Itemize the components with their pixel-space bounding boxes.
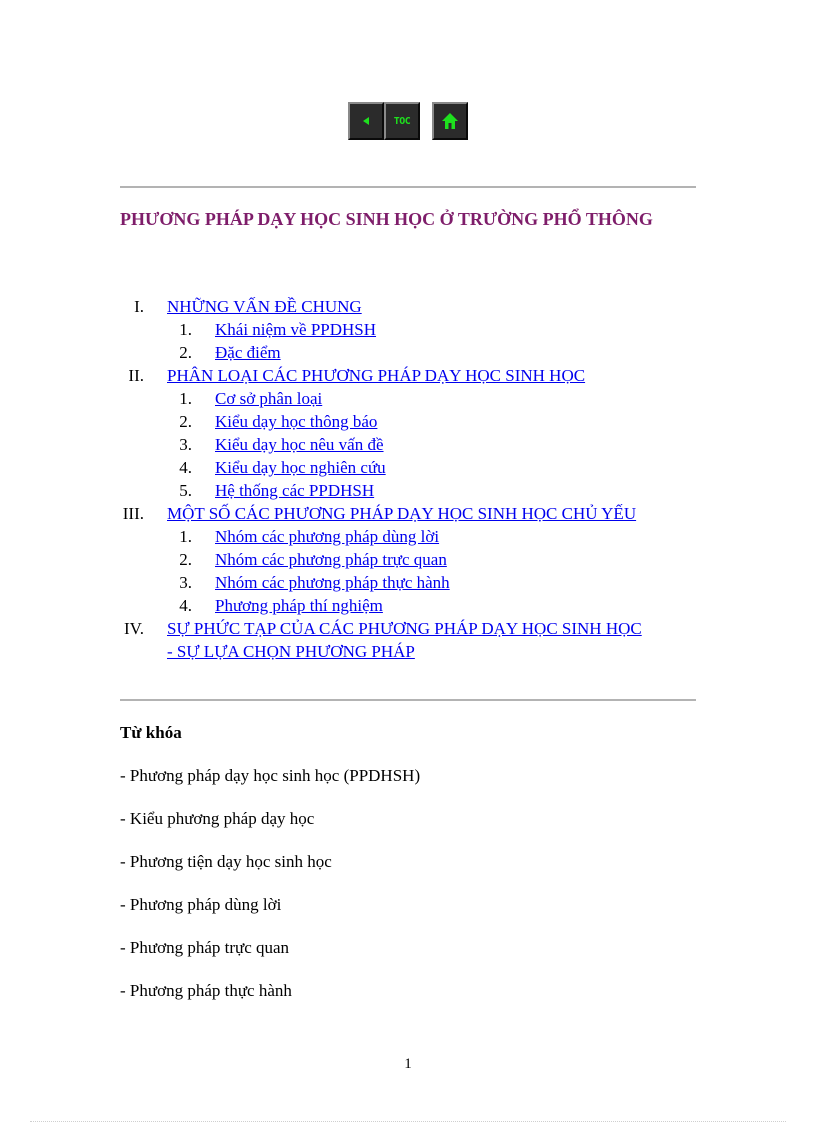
section-link[interactable]: MỘT SỐ CÁC PHƯƠNG PHÁP DẠY HỌC SINH HỌC CHỦ YẾU [167, 504, 637, 523]
item-link[interactable]: Kiểu dạy học thông báo [215, 412, 378, 431]
item-number: 3. [179, 435, 192, 454]
toc-section-2 [0, 364, 816, 387]
item-link[interactable]: Hệ thống các PPDHSH [215, 481, 375, 500]
toc-section-4-continued [0, 640, 816, 663]
keyword-item: - Kiểu phương pháp dạy học [120, 809, 315, 828]
item-number: 2. [179, 343, 192, 362]
item-number: 1. [179, 389, 192, 408]
toc-item [0, 571, 816, 594]
toc-item [0, 456, 816, 479]
item-link[interactable]: Kiểu dạy học nghiên cứu [215, 458, 386, 477]
section-number: III. [122, 504, 144, 523]
divider-top [120, 186, 696, 188]
home-icon [441, 112, 459, 130]
item-number: 5. [179, 481, 192, 500]
item-number: 2. [179, 550, 192, 569]
item-number: 4. [179, 596, 192, 615]
item-link[interactable]: Khái niệm về PPDHSH [215, 320, 377, 339]
item-number: 3. [179, 573, 192, 592]
section-link[interactable]: NHỮNG VẤN ĐỀ CHUNG [167, 297, 362, 316]
prev-button[interactable] [348, 102, 384, 140]
keyword-item: - Phương pháp dạy học sinh học (PPDHSH) [120, 766, 421, 785]
toc-section-1 [0, 295, 816, 318]
item-link[interactable]: Nhóm các phương pháp dùng lời [215, 527, 440, 546]
toc-item [0, 594, 816, 617]
item-number: 2. [179, 412, 192, 431]
item-number: 1. [179, 527, 192, 546]
table-of-contents [0, 295, 816, 663]
toc-item [0, 341, 816, 364]
keyword-item: - Phương tiện dạy học sinh học [120, 852, 332, 871]
nav-bar [348, 102, 468, 140]
toc-item [0, 433, 816, 456]
keyword-item: - Phương pháp trực quan [120, 938, 290, 957]
item-number: 1. [179, 320, 192, 339]
home-button[interactable] [432, 102, 468, 140]
section-link-continued[interactable]: - SỰ LỰA CHỌN PHƯƠNG PHÁP [167, 642, 415, 661]
keywords-heading: Từ khóa [120, 723, 182, 742]
toc-item [0, 479, 816, 502]
keyword-item: - Phương pháp dùng lời [120, 895, 282, 914]
divider-bottom [120, 699, 696, 701]
page-bottom-border [30, 1121, 786, 1122]
item-link[interactable]: Kiểu dạy học nêu vấn đề [215, 435, 384, 454]
item-link[interactable]: Cơ sở phân loại [215, 389, 323, 408]
item-link[interactable]: Phương pháp thí nghiệm [215, 596, 383, 615]
page-title: PHƯƠNG PHÁP DẠY HỌC SINH HỌC Ở TRƯỜNG PHỔ THÔNG [120, 209, 653, 229]
toc-item [0, 387, 816, 410]
item-link[interactable]: Nhóm các phương pháp thực hành [215, 573, 450, 592]
toc-item [0, 410, 816, 433]
toc-section-4 [0, 617, 816, 640]
toc-button[interactable] [384, 102, 420, 140]
toc-item [0, 318, 816, 341]
keyword-item: - Phương pháp thực hành [120, 981, 292, 1000]
section-number: I. [134, 297, 144, 316]
toc-item [0, 525, 816, 548]
triangle-left-icon [363, 117, 369, 125]
item-link[interactable]: Nhóm các phương pháp trực quan [215, 550, 447, 569]
item-link[interactable]: Đặc điểm [215, 343, 281, 362]
page-number: 1 [404, 1056, 412, 1072]
toc-label: TOC [393, 115, 411, 127]
toc-item [0, 548, 816, 571]
section-link[interactable]: SỰ PHỨC TẠP CỦA CÁC PHƯƠNG PHÁP DẠY HỌC SINH HỌC [167, 619, 642, 638]
section-link[interactable]: PHÂN LOẠI CÁC PHƯƠNG PHÁP DẠY HỌC SINH HỌC [167, 366, 586, 385]
section-number: II. [128, 366, 144, 385]
section-number: IV. [124, 619, 144, 638]
toc-section-3 [0, 502, 816, 525]
item-number: 4. [179, 458, 192, 477]
